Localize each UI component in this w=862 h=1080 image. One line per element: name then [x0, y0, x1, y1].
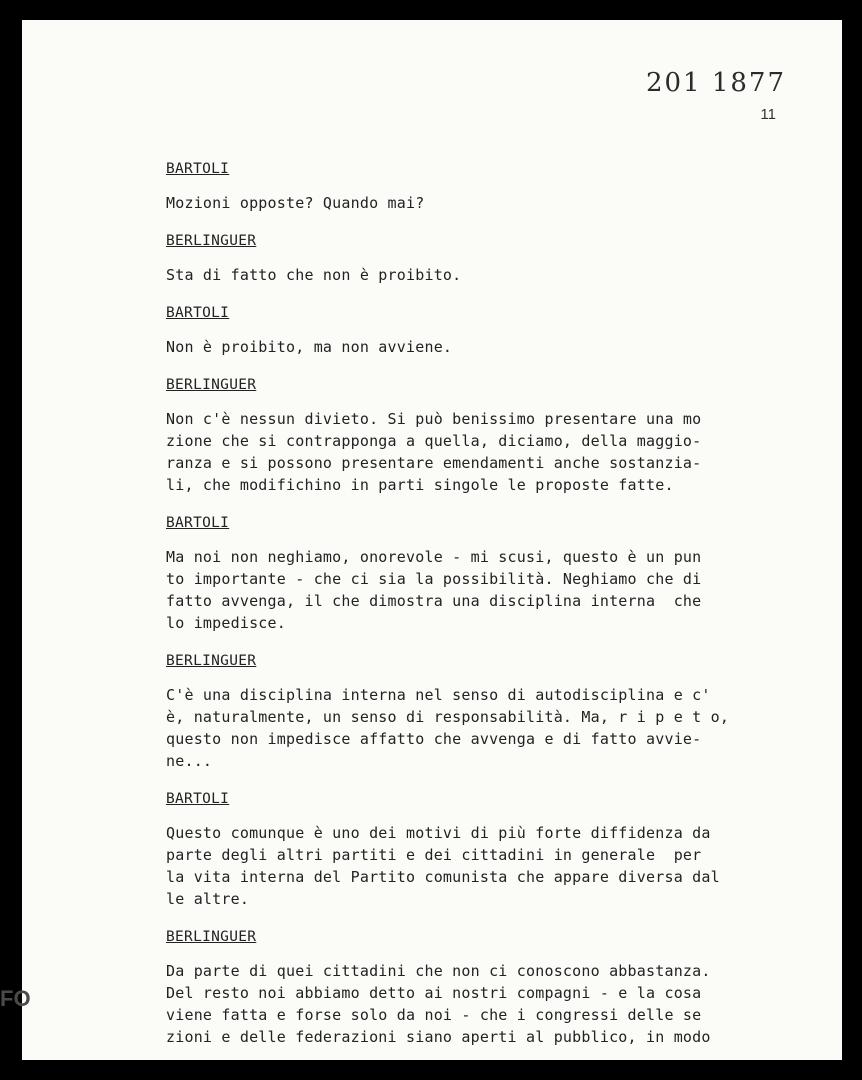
document-number: 201 1877	[645, 68, 786, 98]
dialogue-entry	[166, 230, 806, 286]
speech-line: ranza e si possono presentare emendamenti anche sostanzia-	[166, 454, 702, 472]
speech-line: parte degli altri partiti e dei cittadini in generale per	[166, 846, 702, 864]
speech-line: Da parte di quei cittadini che non ci conoscono abbastanza.	[166, 962, 711, 980]
speech-line: Sta di fatto che non è proibito.	[166, 266, 462, 284]
speech-line: C'è una disciplina interna nel senso di autodisciplina e c'	[166, 686, 711, 704]
speaker-name: BARTOLI	[166, 791, 230, 807]
speech-line: Mozioni opposte? Quando mai?	[166, 194, 425, 212]
speech-line: viene fatta e forse solo da noi - che i congressi delle se	[166, 1006, 702, 1024]
dialogue-entry	[166, 158, 806, 214]
speech-line: to importante - che ci sia la possibilità. Neghiamo che di	[166, 570, 702, 588]
dialogue-entry	[166, 512, 806, 634]
dialogue-entry	[166, 926, 806, 1048]
speech-line: li, che modifichino in parti singole le proposte fatte.	[166, 476, 674, 494]
dialogue-entry	[166, 788, 806, 910]
speaker-name: BARTOLI	[166, 515, 230, 531]
speech-line: Ma noi non neghiamo, onorevole - mi scusi, questo è un pun	[166, 548, 702, 566]
speech-line: fatto avvenga, il che dimostra una disciplina interna che	[166, 592, 702, 610]
speaker-name: BERLINGUER	[166, 929, 257, 945]
speaker-name: BERLINGUER	[166, 233, 257, 249]
archive-watermark: FO	[0, 986, 31, 1011]
speech-line: Non c'è nessun divieto. Si può benissimo presentare una mo	[166, 410, 702, 428]
speech-line: zioni e delle federazioni siano aperti al pubblico, in modo	[166, 1028, 711, 1046]
speech-line: ne...	[166, 752, 213, 770]
speaker-name: BERLINGUER	[166, 377, 257, 393]
speech-line: Non è proibito, ma non avviene.	[166, 338, 453, 356]
page-number: 11	[760, 106, 776, 123]
speech-line: zione che si contrapponga a quella, diciamo, della maggio-	[166, 432, 702, 450]
speech-line: lo impedisce.	[166, 614, 286, 632]
dialogue-entry	[166, 302, 806, 358]
speech-line: la vita interna del Partito comunista che appare diversa dal	[166, 868, 720, 886]
speech-line: questo non impedisce affatto che avvenga e di fatto avvie-	[166, 730, 702, 748]
document-page	[22, 20, 842, 1060]
speech-line: è, naturalmente, un senso di responsabilità. Ma, r i p e t o,	[166, 708, 730, 726]
speaker-name: BARTOLI	[166, 305, 230, 321]
dialogue-entry	[166, 374, 806, 496]
dialogue-entry	[166, 650, 806, 772]
speech-line: Questo comunque è uno dei motivi di più forte diffidenza da	[166, 824, 711, 842]
speaker-name: BARTOLI	[166, 161, 230, 177]
speech-line: Del resto noi abbiamo detto ai nostri compagni - e la cosa	[166, 984, 702, 1002]
speaker-name: BERLINGUER	[166, 653, 257, 669]
speech-line: le altre.	[166, 890, 250, 908]
transcript-body	[166, 158, 806, 1060]
